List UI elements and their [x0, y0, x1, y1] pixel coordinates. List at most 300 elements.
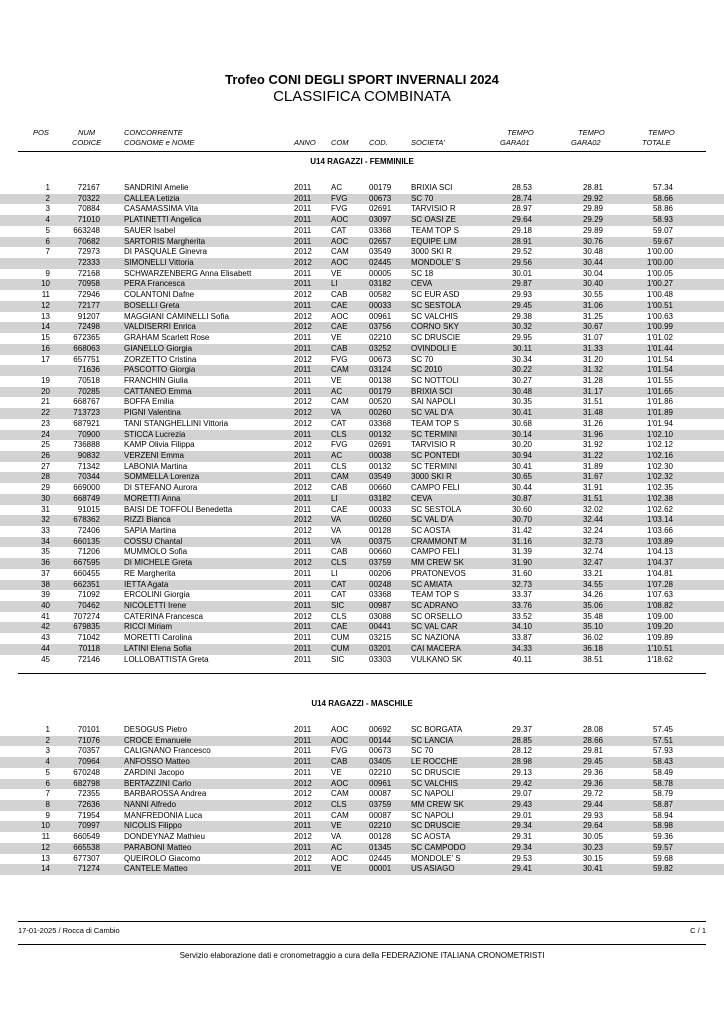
- birth-year: 2012: [294, 311, 312, 321]
- time-total: 59.36: [652, 832, 673, 842]
- position: 15: [41, 333, 50, 343]
- committee: VE: [331, 268, 342, 278]
- table-row: [0, 843, 724, 854]
- time-race1: 29.43: [511, 800, 532, 810]
- position: 13: [41, 311, 50, 321]
- bib-code: 90832: [77, 450, 100, 460]
- club-code: 00138: [369, 375, 392, 385]
- time-race2: 31.28: [582, 375, 603, 385]
- time-race1: 30.48: [511, 386, 532, 396]
- club-name: SC VALCHIS: [411, 778, 458, 788]
- time-race2: 29.64: [582, 821, 603, 831]
- club-name: CEVA: [411, 279, 433, 289]
- time-race2: 31.51: [582, 493, 603, 503]
- competitor-name: RE Margherita: [124, 568, 176, 578]
- time-total: 59.68: [652, 853, 673, 863]
- bib-code: 71092: [77, 590, 100, 600]
- club-name: EQUIPE LIM: [411, 236, 457, 246]
- bib-code: 71954: [77, 810, 100, 820]
- birth-year: 2011: [294, 536, 312, 546]
- birth-year: 2011: [294, 842, 312, 852]
- bib-code: 70518: [77, 375, 100, 385]
- section-title-femminile: U14 RAGAZZI - FEMMINILE: [310, 157, 414, 166]
- committee: SIC: [331, 654, 345, 664]
- section-divider: [18, 673, 706, 674]
- table-row: [0, 569, 724, 580]
- time-race2: 34.55: [582, 579, 603, 589]
- competitor-name: LATINI Elena Sofia: [124, 643, 192, 653]
- committee: CLS: [331, 611, 347, 621]
- time-total: 1'18.62: [647, 654, 673, 664]
- competitor-name: SAUER Isabel: [124, 225, 176, 235]
- club-code: 00961: [369, 311, 392, 321]
- club-name: 3000 SKI R: [411, 247, 452, 257]
- club-code: 02210: [369, 767, 392, 777]
- time-total: 1'00.48: [647, 290, 673, 300]
- time-race2: 30.04: [582, 268, 603, 278]
- club-code: 00673: [369, 354, 392, 364]
- position: 13: [41, 853, 50, 863]
- time-race2: 32.44: [582, 515, 603, 525]
- bib-code: 72177: [77, 300, 100, 310]
- time-race1: 30.20: [511, 440, 532, 450]
- club-name: SC 70: [411, 193, 434, 203]
- table-row: [0, 344, 724, 355]
- header-societa: SOCIETA': [411, 138, 445, 147]
- table-row: [0, 183, 724, 194]
- time-total: 57.93: [652, 746, 673, 756]
- time-total: 58.93: [652, 215, 673, 225]
- time-race2: 29.93: [582, 810, 603, 820]
- time-race2: 31.07: [582, 333, 603, 343]
- club-code: 00692: [369, 725, 392, 734]
- time-race1: 29.42: [511, 778, 532, 788]
- time-race2: 29.89: [582, 225, 603, 235]
- position: 1: [45, 183, 50, 192]
- table-row: [0, 483, 724, 494]
- time-total: 1'01.54: [647, 354, 673, 364]
- time-race2: 36.02: [582, 633, 603, 643]
- time-race1: 30.14: [511, 429, 532, 439]
- position: 44: [41, 643, 50, 653]
- club-name: SC VAL D'A: [411, 515, 454, 525]
- birth-year: 2011: [294, 633, 312, 643]
- club-name: MONDOLE' S: [411, 258, 461, 268]
- club-code: 03088: [369, 611, 392, 621]
- results-table-femminile: [0, 183, 724, 665]
- position: 24: [41, 429, 50, 439]
- club-code: 03759: [369, 558, 392, 568]
- table-row: [0, 526, 724, 537]
- position: 11: [41, 290, 50, 300]
- time-race2: 30.15: [582, 853, 603, 863]
- competitor-name: MUMMOLO Sofia: [124, 547, 188, 557]
- club-code: 03182: [369, 493, 392, 503]
- time-race2: 30.55: [582, 290, 603, 300]
- table-row: [0, 462, 724, 473]
- time-race2: 32.24: [582, 526, 603, 535]
- club-name: SC CAMPODO: [411, 842, 466, 852]
- table-row: [0, 515, 724, 526]
- table-row: [0, 226, 724, 237]
- committee: CAT: [331, 225, 347, 235]
- club-name: SC 70: [411, 354, 434, 364]
- table-row: [0, 333, 724, 344]
- committee: CAE: [331, 504, 348, 514]
- bib-code: 70322: [77, 193, 100, 203]
- position: 9: [45, 810, 50, 820]
- table-row: [0, 312, 724, 323]
- table-row: [0, 258, 724, 269]
- competitor-name: QUEIROLO Giacomo: [124, 853, 201, 863]
- club-code: 00128: [369, 832, 392, 842]
- time-race1: 28.97: [511, 204, 532, 214]
- birth-year: 2012: [294, 354, 312, 364]
- time-race2: 34.26: [582, 590, 603, 600]
- competitor-name: DESOGUS Pietro: [124, 725, 188, 734]
- time-race1: 34.10: [511, 622, 532, 632]
- position: 7: [45, 247, 50, 257]
- birth-year: 2011: [294, 821, 312, 831]
- competitor-name: MORETTI Anna: [124, 493, 181, 503]
- position: 9: [45, 268, 50, 278]
- committee: VE: [331, 821, 342, 831]
- competitor-name: ZORZETTO Cristina: [124, 354, 197, 364]
- club-code: 02445: [369, 258, 392, 268]
- committee: CAM: [331, 472, 349, 482]
- club-code: 00961: [369, 778, 392, 788]
- time-race1: 29.34: [511, 842, 532, 852]
- table-row: [0, 279, 724, 290]
- bib-code: 72406: [77, 526, 100, 535]
- time-race1: 30.41: [511, 408, 532, 418]
- table-row: [0, 408, 724, 419]
- table-row: [0, 746, 724, 757]
- club-name: TARVISIO R: [411, 440, 456, 450]
- competitor-name: NICOLIS Filippo: [124, 821, 182, 831]
- birth-year: 2011: [294, 375, 312, 385]
- competitor-name: CASAMASSIMA Vita: [124, 204, 199, 214]
- committee: CAT: [331, 590, 347, 600]
- header-concorrente: CONCORRENTE: [124, 128, 183, 137]
- club-name: TEAM TOP S: [411, 590, 460, 600]
- competitor-name: LABONIA Martina: [124, 461, 188, 471]
- time-total: 1'01.94: [647, 418, 673, 428]
- bib-code: 70462: [77, 601, 100, 611]
- time-total: 1'02.12: [647, 440, 673, 450]
- time-race2: 32.74: [582, 547, 603, 557]
- time-race2: 32.73: [582, 536, 603, 546]
- birth-year: 2011: [294, 547, 312, 557]
- birth-year: 2012: [294, 789, 312, 799]
- time-race2: 29.72: [582, 789, 603, 799]
- bib-code: 71076: [77, 735, 100, 745]
- time-race1: 31.60: [511, 568, 532, 578]
- time-total: 57.51: [652, 735, 673, 745]
- table-row: [0, 800, 724, 811]
- time-race2: 31.17: [582, 386, 603, 396]
- club-name: SC EUR ASD: [411, 290, 460, 300]
- footer-page-code: C / 1: [690, 926, 706, 935]
- time-race2: 29.92: [582, 193, 603, 203]
- competitor-name: SCHWARZENBERG Anna Elisabett: [124, 268, 252, 278]
- bib-code: 678362: [73, 515, 100, 525]
- position: 10: [41, 279, 50, 289]
- time-race2: 29.29: [582, 215, 603, 225]
- time-race2: 38.51: [582, 654, 603, 664]
- competitor-name: FRANCHIN Giulia: [124, 375, 189, 385]
- position: 36: [41, 558, 50, 568]
- club-code: 03549: [369, 247, 392, 257]
- time-race2: 35.06: [582, 601, 603, 611]
- competitor-name: RIZZI Bianca: [124, 515, 171, 525]
- time-race2: 29.45: [582, 757, 603, 767]
- bib-code: 72146: [77, 654, 100, 664]
- club-name: SC VAL D'A: [411, 408, 454, 418]
- time-total: 1'01.54: [647, 365, 673, 375]
- table-row: [0, 194, 724, 205]
- header-pos: POS: [33, 128, 49, 137]
- position: 4: [45, 757, 50, 767]
- club-code: 02691: [369, 204, 392, 214]
- club-name: SC DRUSCIE: [411, 767, 461, 777]
- time-race2: 28.66: [582, 735, 603, 745]
- birth-year: 2011: [294, 225, 312, 235]
- time-race2: 30.48: [582, 247, 603, 257]
- bib-code: 668767: [73, 397, 100, 407]
- committee: FVG: [331, 193, 348, 203]
- table-row: [0, 811, 724, 822]
- club-code: 02210: [369, 821, 392, 831]
- time-race2: 35.10: [582, 622, 603, 632]
- competitor-name: PERA Francesca: [124, 279, 185, 289]
- club-code: 00128: [369, 526, 392, 535]
- time-race2: 31.91: [582, 483, 603, 493]
- committee: FVG: [331, 204, 348, 214]
- table-row: [0, 301, 724, 312]
- club-name: SC OASI ZE: [411, 215, 456, 225]
- position: 31: [41, 504, 50, 514]
- club-code: 00033: [369, 300, 392, 310]
- club-code: 00375: [369, 536, 392, 546]
- committee: CLS: [331, 800, 347, 810]
- position: 37: [41, 568, 50, 578]
- club-name: 3000 SKI R: [411, 472, 452, 482]
- club-name: SC AMIATA: [411, 579, 453, 589]
- time-race1: 33.76: [511, 601, 532, 611]
- time-race2: 35.48: [582, 611, 603, 621]
- committee: CAM: [331, 365, 349, 375]
- club-name: BRIXIA SCI: [411, 386, 453, 396]
- table-row: [0, 779, 724, 790]
- committee: AOC: [331, 311, 349, 321]
- position: 1: [45, 725, 50, 734]
- time-race2: 31.96: [582, 429, 603, 439]
- club-name: MONDOLE' S: [411, 853, 461, 863]
- bib-code: 71342: [77, 461, 100, 471]
- table-row: [0, 768, 724, 779]
- position: 17: [41, 354, 50, 364]
- table-row: [0, 247, 724, 258]
- club-code: 00520: [369, 397, 392, 407]
- time-race2: 32.47: [582, 558, 603, 568]
- time-total: 1'08.82: [647, 601, 673, 611]
- competitor-name: COLANTONI Dafne: [124, 290, 195, 300]
- club-name: SC VAL CAR: [411, 622, 458, 632]
- competitor-name: DI STEFANO Aurora: [124, 483, 198, 493]
- birth-year: 2012: [294, 322, 312, 332]
- committee: VA: [331, 526, 342, 535]
- committee: SIC: [331, 601, 345, 611]
- position: 3: [45, 204, 50, 214]
- competitor-name: CANTELE Matteo: [124, 864, 188, 874]
- position: 14: [41, 322, 50, 332]
- birth-year: 2012: [294, 258, 312, 268]
- committee: FVG: [331, 440, 348, 450]
- birth-year: 2012: [294, 290, 312, 300]
- committee: CLS: [331, 429, 347, 439]
- club-name: TARVISIO R: [411, 204, 456, 214]
- time-total: 1'03.66: [647, 526, 673, 535]
- competitor-name: CATTANEO Emma: [124, 386, 192, 396]
- bib-code: 687921: [73, 418, 100, 428]
- time-race1: 30.87: [511, 493, 532, 503]
- bib-code: 70357: [77, 746, 100, 756]
- birth-year: 2012: [294, 800, 312, 810]
- time-race2: 36.18: [582, 643, 603, 653]
- table-row: [0, 365, 724, 376]
- competitor-name: ERCOLINI Giorgia: [124, 590, 190, 600]
- committee: CAB: [331, 343, 348, 353]
- time-total: 1'02.62: [647, 504, 673, 514]
- committee: AOC: [331, 725, 349, 734]
- competitor-name: COSSU Chantal: [124, 536, 183, 546]
- club-code: 00179: [369, 183, 392, 192]
- competitor-name: BERTAZZINI Carlo: [124, 778, 192, 788]
- competitor-name: PARABONI Matteo: [124, 842, 192, 852]
- position: 34: [41, 536, 50, 546]
- table-row: [0, 558, 724, 569]
- committee: CAT: [331, 579, 347, 589]
- position: 38: [41, 579, 50, 589]
- time-race2: 29.81: [582, 746, 603, 756]
- club-code: 03097: [369, 215, 392, 225]
- time-race1: 30.44: [511, 483, 532, 493]
- time-race2: 29.89: [582, 204, 603, 214]
- birth-year: 2012: [294, 408, 312, 418]
- time-total: 1'07.63: [647, 590, 673, 600]
- time-race1: 29.41: [511, 864, 532, 874]
- birth-year: 2011: [294, 725, 312, 734]
- club-code: 03215: [369, 633, 392, 643]
- position: 35: [41, 547, 50, 557]
- time-total: 1'00.05: [647, 268, 673, 278]
- time-total: 59.57: [652, 842, 673, 852]
- bib-code: 662351: [73, 579, 100, 589]
- club-name: LE ROCCHE: [411, 757, 458, 767]
- time-race1: 32.73: [511, 579, 532, 589]
- competitor-name: ANFOSSO Matteo: [124, 757, 190, 767]
- bib-code: 70682: [77, 236, 100, 246]
- time-race2: 29.36: [582, 778, 603, 788]
- table-row: [0, 590, 724, 601]
- table-row: [0, 472, 724, 483]
- competitor-name: LOLLOBATTISTA Greta: [124, 654, 209, 664]
- club-code: 00132: [369, 429, 392, 439]
- time-race1: 30.68: [511, 418, 532, 428]
- time-race2: 31.06: [582, 300, 603, 310]
- time-race1: 28.85: [511, 735, 532, 745]
- time-race1: 30.34: [511, 354, 532, 364]
- birth-year: 2012: [294, 832, 312, 842]
- committee: CAB: [331, 483, 348, 493]
- time-total: 1'09.00: [647, 611, 673, 621]
- birth-year: 2011: [294, 643, 312, 653]
- committee: CAM: [331, 789, 349, 799]
- competitor-name: CROCE Emanuele: [124, 735, 192, 745]
- bib-code: 660549: [73, 832, 100, 842]
- committee: CAM: [331, 810, 349, 820]
- time-total: 58.79: [652, 789, 673, 799]
- table-row: [0, 537, 724, 548]
- position: 6: [45, 778, 50, 788]
- club-code: 00660: [369, 547, 392, 557]
- time-total: 58.98: [652, 821, 673, 831]
- committee: LI: [331, 279, 338, 289]
- time-race1: 28.74: [511, 193, 532, 203]
- time-total: 1'09.20: [647, 622, 673, 632]
- club-name: SC ADRANO: [411, 601, 459, 611]
- footer-divider-2: [18, 944, 706, 945]
- committee: CUM: [331, 633, 350, 643]
- table-row: [0, 505, 724, 516]
- time-total: 1'00.00: [647, 247, 673, 257]
- table-row: [0, 864, 724, 875]
- time-total: 57.34: [652, 183, 673, 192]
- birth-year: 2012: [294, 440, 312, 450]
- position: 5: [45, 225, 50, 235]
- club-name: CAMPO FELI: [411, 483, 460, 493]
- bib-code: 70101: [77, 725, 100, 734]
- table-row: [0, 290, 724, 301]
- time-total: 1'00.27: [647, 279, 673, 289]
- birth-year: 2011: [294, 193, 312, 203]
- club-code: 03759: [369, 800, 392, 810]
- birth-year: 2012: [294, 515, 312, 525]
- club-code: 03549: [369, 472, 392, 482]
- time-total: 1'02.38: [647, 493, 673, 503]
- time-total: 59.82: [652, 864, 673, 874]
- time-race1: 29.93: [511, 290, 532, 300]
- bib-code: 665538: [73, 842, 100, 852]
- table-row: [0, 757, 724, 768]
- time-total: 1'04.13: [647, 547, 673, 557]
- time-race2: 30.44: [582, 258, 603, 268]
- header-codice: CODICE: [72, 138, 102, 147]
- bib-code: 663248: [73, 225, 100, 235]
- bib-code: 668749: [73, 493, 100, 503]
- competitor-name: KAMP Olivia Filippa: [124, 440, 195, 450]
- position: 14: [41, 864, 50, 874]
- time-race2: 31.89: [582, 461, 603, 471]
- birth-year: 2011: [294, 864, 312, 874]
- committee: CUM: [331, 643, 350, 653]
- committee: AC: [331, 842, 343, 852]
- position: 21: [41, 397, 50, 407]
- birth-year: 2012: [294, 853, 312, 863]
- time-race1: 31.39: [511, 547, 532, 557]
- birth-year: 2011: [294, 386, 312, 396]
